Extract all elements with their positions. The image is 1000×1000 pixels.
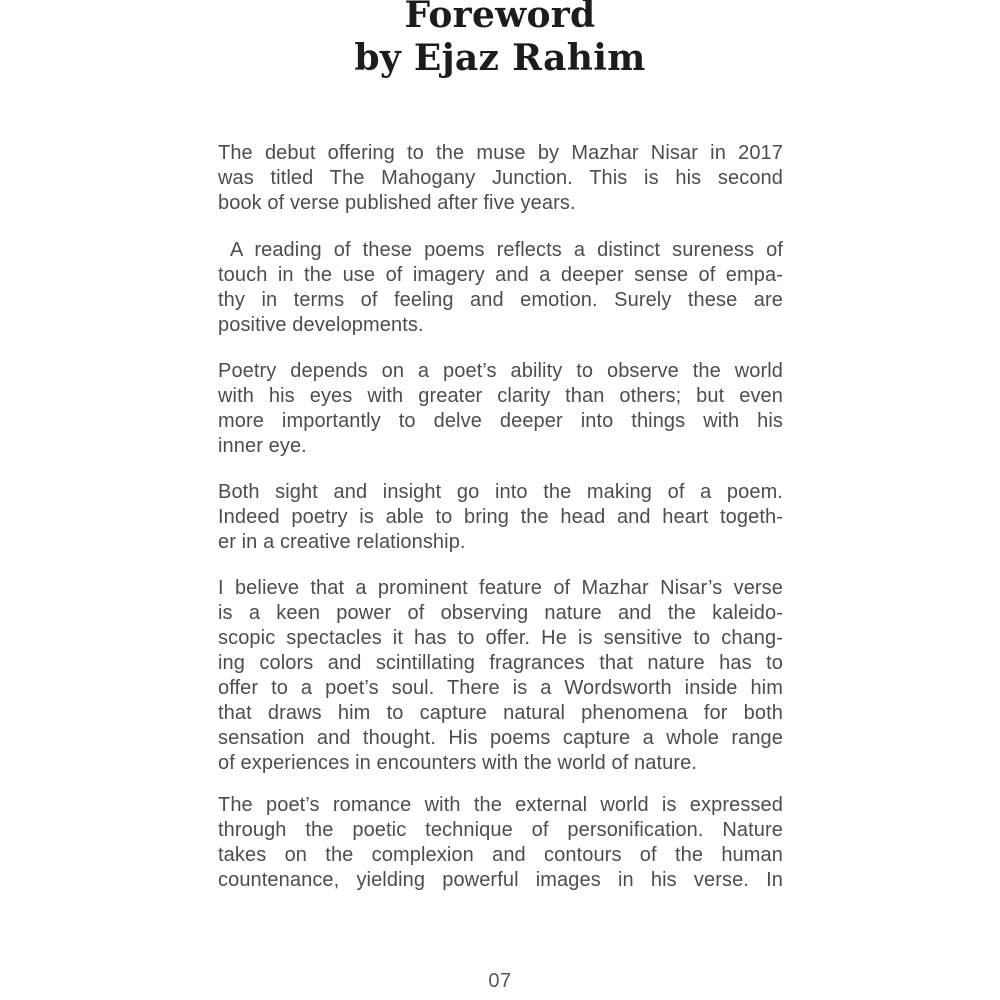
paragraph [218,238,783,338]
text-line: ing colors and scintillating fragrances that nature has to [218,652,783,674]
text-line: takes on the complexion and contours of the human [218,844,783,866]
text-line: The debut offering to the muse by Mazhar Nisar in 2017 [218,142,783,164]
text-line: thy in terms of feeling and emotion. Surely these are [218,289,783,311]
paragraph [218,141,783,216]
page-number: 07 [488,970,512,992]
paragraph [218,359,783,459]
text-line: scopic spectacles it has to offer. He is sensitive to chang- [218,627,783,649]
text-line: positive developments. [218,314,424,336]
text-line: The poet’s romance with the external world is expressed [218,794,783,816]
text-line: I believe that a prominent feature of Mazhar Nisar’s verse [218,577,783,599]
text-line: Poetry depends on a poet’s ability to observe the world [218,360,783,382]
text-line: is a keen power of observing nature and the kaleido- [218,602,783,624]
text-line: inner eye. [218,435,307,457]
text-line: sensation and thought. His poems capture a whole range [218,727,783,749]
paragraph [218,576,783,776]
text-line: offer to a poet’s soul. There is a Wordsworth inside him [218,677,783,699]
title-line-2: by Ejaz Rahim [354,37,646,79]
paragraph [218,480,783,555]
text-line: A reading of these poems reflects a distinct sureness of [218,239,783,261]
text-line: Both sight and insight go into the making of a poem. [218,481,783,503]
text-line: through the poetic technique of personification. Nature [218,819,783,841]
paragraph [218,793,783,893]
text-line: that draws him to capture natural phenomena for both [218,702,783,724]
text-line: Indeed poetry is able to bring the head and heart togeth- [218,506,783,528]
text-line: with his eyes with greater clarity than others; but even [218,385,783,407]
text-line: of experiences in encounters with the world of nature. [218,752,698,774]
foreword-body [218,141,783,914]
text-line: more importantly to delve deeper into things with his [218,410,783,432]
title-line-1: Foreword [404,0,596,36]
page-title [0,0,1000,80]
text-line: er in a creative relationship. [218,531,466,553]
text-line: touch in the use of imagery and a deeper sense of empa- [218,264,783,286]
text-line: countenance, yielding powerful images in his verse. In [218,869,783,891]
text-line: was titled The Mahogany Junction. This is his second [218,167,783,189]
text-line: book of verse published after five years. [218,192,576,214]
